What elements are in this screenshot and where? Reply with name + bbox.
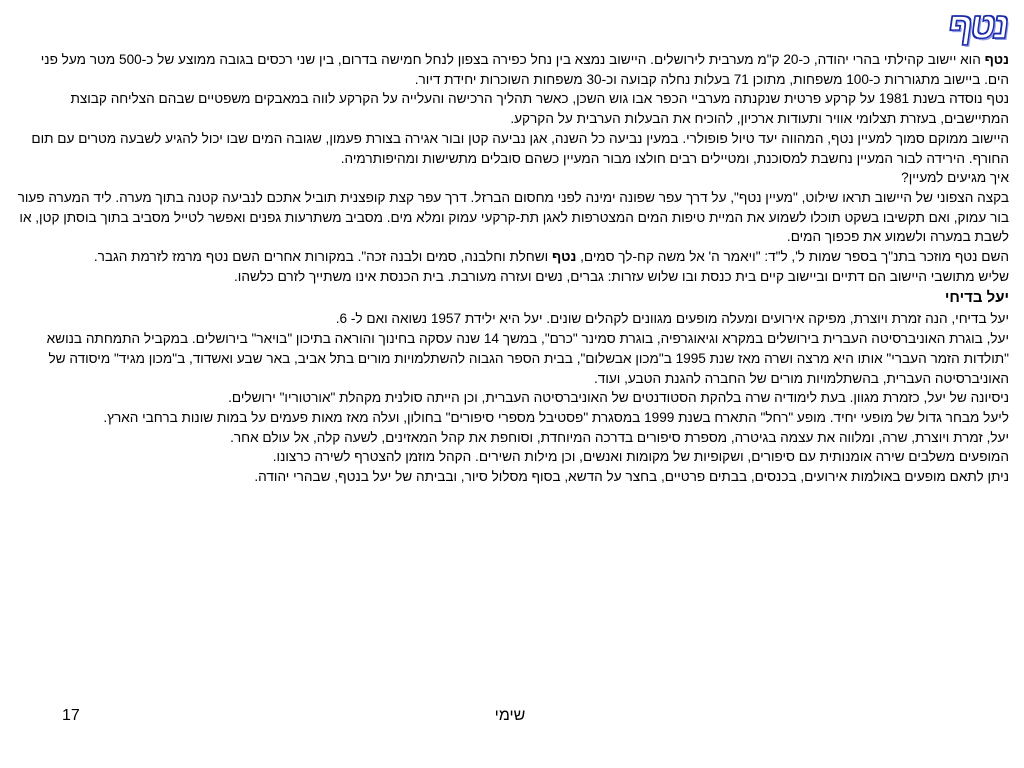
intro-lead-word: נטף	[984, 52, 1009, 67]
bio-paragraph: יעל בדיחי, הנה זמרת ויוצרת, מפיקה אירועים ומעלה מופעים מגוונים לקהלים שונים. יעל היא ילידת 1957 נשואה ואם ל- 6.	[335, 311, 1009, 327]
bio-paragraph: ליעל מבחר גדול של מופעי יחיד. מופע "רחל" התארח בשנת 1999 במסגרת "פסטיבל מספרי סיפורים" בחולון, ועלה מאז מאות פעמים על במות שונות ברחבי הארץ.	[103, 409, 1009, 425]
name-origin-text-b: ושחלת וחלבנה, סמים ולבנה זכה". במקורות אחרים השם נטף מרמז לזרמת הגבר.	[93, 249, 552, 265]
footer-name: שימי	[494, 707, 526, 724]
bio-paragraph: המופעים משלבים שירה אומנותית עם סיפורים, ושקופיות של מקומות ואנשים, וכן מילות השירים. הקהל מוזמן להצטרף לשירה כרצונו.	[272, 449, 1009, 465]
name-origin-bold-word: נטף	[551, 249, 577, 265]
title-logo: נטף	[945, 5, 1011, 46]
bio-paragraph: יעל, בוגרת האוניברסיטה העברית בירושלים במקרא וגיאוגרפיה, בוגרת סמינר "כרם", במשך 14 שנה עסקה בחינוך והוראה בתיכון "בויאר" בירושלים. במקביל התמחתה בנושא "תולדות הזמר העברי" אותו היא מרצה ושרה מאז שנת 1995 ב"מכון אבשלום", בבית הספר הגבוה להשתלמויות מורים בתל אביב, באר שבע ואשדוד, ב"מכון מגיד" מיסודה של האוניברסיטה העברית, בהשתלמויות מורים של החברה להגנת הטבע, ועוד.	[46, 331, 1009, 386]
paragraph-community: שליש מתושבי היישוב הם דתיים וביישוב קיים בית כנסת ובו שלוש עזרות: גברים, נשים ועזרה מעורבת. בית הכנסת אינו משתייך לזרם כלשהו.	[234, 268, 1009, 284]
name-origin-text-a: השם נטף מוזכר בתנ"ך בספר שמות ל', ל"ד: "ויאמר ה' אל משה קח-לך סמים,	[576, 249, 1009, 265]
bio-paragraph: ניתן לתאם מופעים באולמות אירועים, בכנסים, בבתים פרטיים, בחצר על הדשא, בסוף מסלול סיור, ובביתה של יעל בנטף, שבהרי יהודה.	[254, 469, 1009, 485]
paragraph-intro	[13, 50, 1009, 89]
page-number: 17	[62, 707, 80, 724]
paragraph-spring: היישוב ממוקם סמוך למעיין נטף, המהווה יעד טיול פופולרי. במעין נביעה כל השנה, אגן נביעה קטן ובור אגירה בצורת פעמון, שגובה המים שבו יכול להגיע לשבעה מטרים עם תום החורף. הירידה לבור המעיין נחשבת למסוכנת, ומטיילים רבים חולצו מבור המעיין כשהם סובלים מתשישות ומהיפותרמיה.	[31, 130, 1009, 166]
document-body	[13, 50, 1009, 487]
paragraph-history: נטף נוסדה בשנת 1981 על קרקע פרטית שנקנתה מערביי הכפר אבו גוש השכן, כאשר תהליך הרכישה והעלייה על הקרקע לווה במאבקים משפטיים שבהם הצליחה קבוצת המתיישבים, בעזרת תצלומי אוויר ותעודות ארכיון, להוכיח את הבעלות הערבית על הקרקע.	[70, 91, 1009, 127]
intro-text: הוא יישוב קהילתי בהרי יהודה, כ-20 ק"מ מערבית לירושלים. היישוב נמצא בין נחל כפירה בצפון לנחל חמישה בדרום, בין שני רכסים בגובה ממוצע של כ-500 מטר מעל פני הים. ביישוב מתגוררות כ-100 משפחות, מתוכן 71 בעלות נחלה קבועה וכ-30 משפחות השוכרות יחידת דיור.	[40, 52, 1009, 87]
section-heading: יעל בדיחי	[944, 289, 1009, 307]
bio-paragraph: ניסיונה של יעל, כזמרת מגוון. בעת לימודיה שרה בלהקת הסטודנטים של האוניברסיטה העברית, וכן הייתה סולנית מקהלת "אורטוריו" ירושלים.	[228, 390, 1009, 406]
paragraph-directions-question: איך מגיעים למעיין?	[901, 170, 1009, 186]
paragraph-name-origin	[13, 247, 1009, 267]
paragraph-directions: בקצה הצפוני של היישוב תראו שילוט, "מעיין נטף", על דרך עפר שפונה ימינה לפני מחסום הברזל. דרך עפר קצת קופצנית תוביל אתכם לנביעה קטנה בתוך מערה. ליד המערה פעור בור עמוק, ואם תקשיבו בשקט תוכלו לשמוע את המיית טיפות המים המצטרפות לאגן תת-קרקעי עמוק ומלא מים. מסביב משתרעות גפנים ואפשר לטייל מסביב בתוך בוסתן קטן, או לשבת במערה ולשמוע את פכפוך המים.	[17, 189, 1009, 245]
bio-paragraph: יעל, זמרת ויוצרת, שרה, ומלווה את עצמה בגיטרה, מספרת סיפורים בדרכה המיוחדת, וסוחפת את קהל המאזינים, לשעה קלה, אל עולם אחר.	[230, 429, 1009, 445]
